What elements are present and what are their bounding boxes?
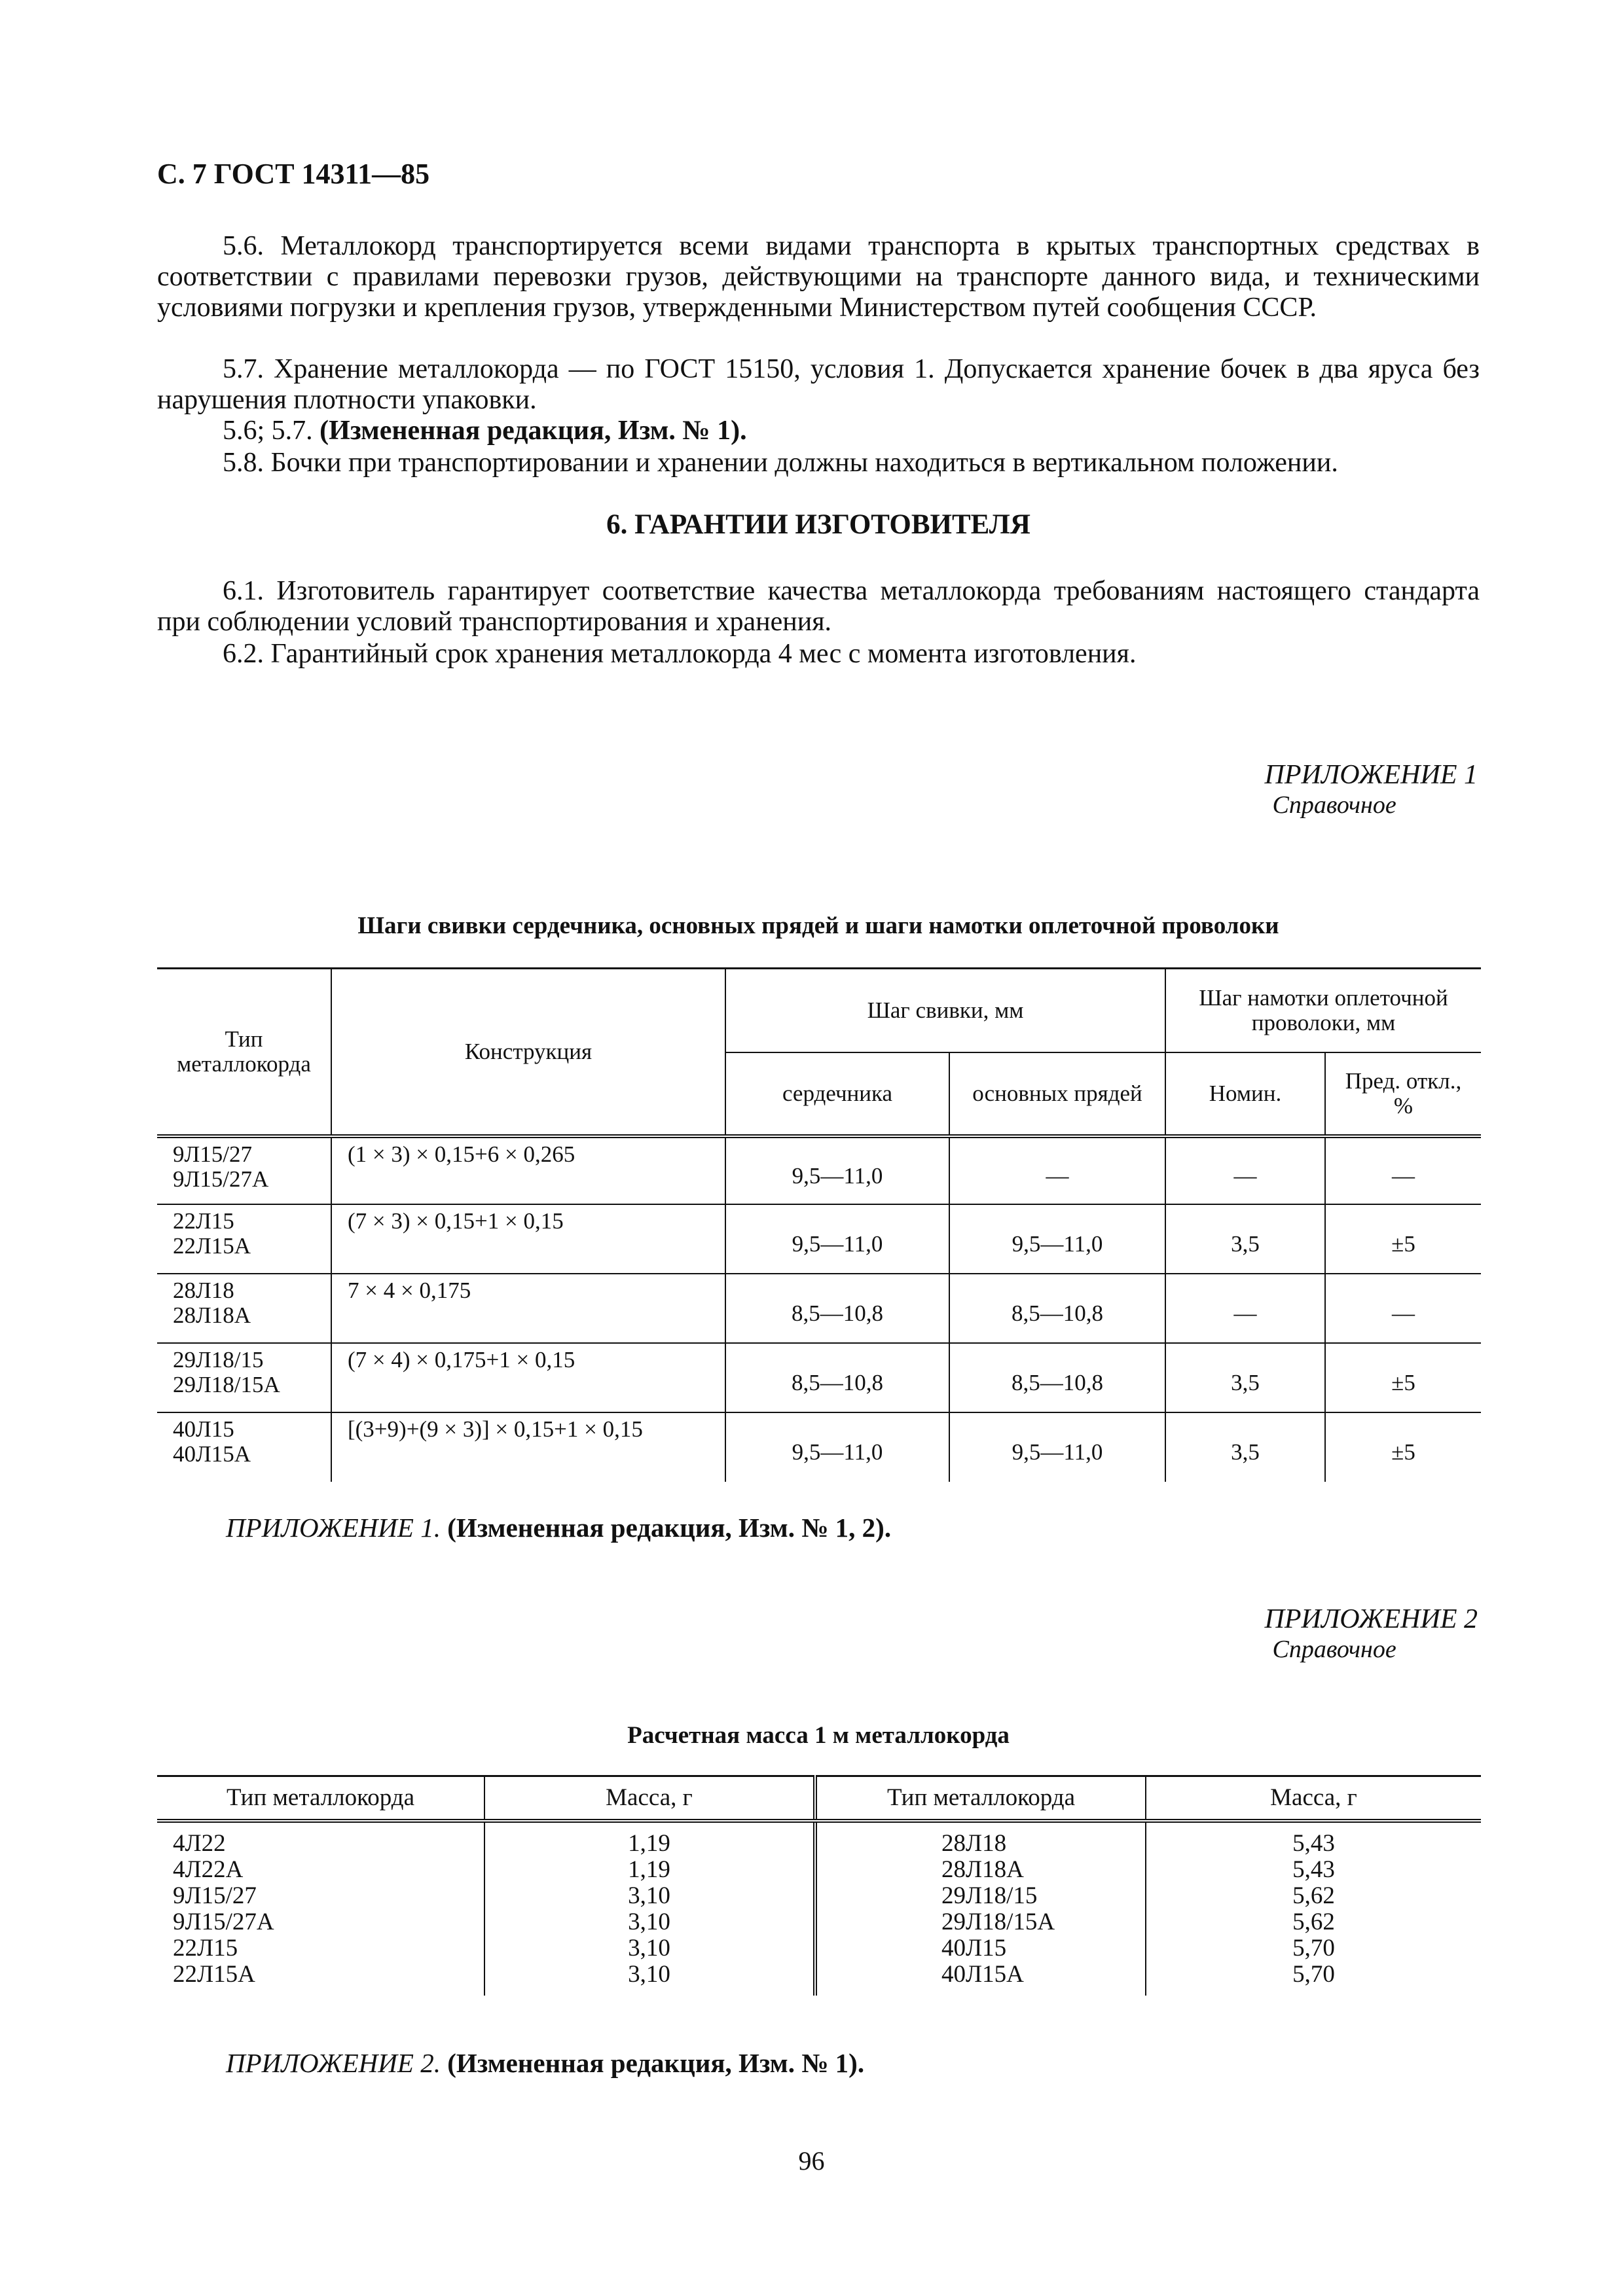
table-row <box>157 1343 1481 1412</box>
twist-step-table <box>157 967 1481 1482</box>
table-row <box>157 1136 1481 1204</box>
cell-tolerance: — <box>1325 1274 1481 1343</box>
appendix-1-amendment-note <box>226 1512 891 1543</box>
cell-strands: 8,5—10,8 <box>949 1343 1165 1412</box>
cell-core: 9,5—11,0 <box>725 1412 949 1482</box>
cell-core: 8,5—10,8 <box>725 1343 949 1412</box>
appendix-1-note-text: (Измененная редакция, Изм. № 1, 2). <box>447 1513 892 1543</box>
cell-strands: 9,5—11,0 <box>949 1412 1165 1482</box>
list-item: 5,43 <box>1292 1856 1335 1883</box>
cell-tolerance: — <box>1325 1136 1481 1204</box>
page-number: 96 <box>798 2146 825 2176</box>
cell-nominal: 3,5 <box>1165 1343 1325 1412</box>
list-item: 9Л15/27А <box>173 1909 274 1935</box>
list-item: 5,43 <box>1292 1830 1335 1857</box>
masses-left <box>484 1821 815 1996</box>
paragraph-5-6-5-7-amendment <box>157 416 1480 446</box>
cell-type: 40Л15 40Л15А <box>157 1412 331 1482</box>
page-header: С. 7 ГОСТ 14311—85 <box>157 158 430 190</box>
cell-tolerance: ±5 <box>1325 1343 1481 1412</box>
cell-strands: — <box>949 1136 1165 1204</box>
amendment-prefix: 5.6; 5.7. <box>223 416 320 446</box>
types-left <box>157 1821 484 1996</box>
appendix-2-note-ref: ПРИЛОЖЕНИЕ 2. <box>226 2048 441 2078</box>
table-row <box>157 1821 1481 1996</box>
cell-strands: 8,5—10,8 <box>949 1274 1165 1343</box>
cell-construction: (7 × 3) × 0,15+1 × 0,15 <box>331 1204 725 1274</box>
header-mass-left: Масса, г <box>484 1776 815 1821</box>
header-nominal: Номин. <box>1165 1052 1325 1136</box>
section-6-title: 6. ГАРАНТИИ ИЗГОТОВИТЕЛЯ <box>606 509 1030 540</box>
list-item: 3,10 <box>628 1935 670 1962</box>
header-mass-right: Масса, г <box>1146 1776 1481 1821</box>
list-item: 5,62 <box>1292 1882 1335 1909</box>
cell-core: 8,5—10,8 <box>725 1274 949 1343</box>
cell-nominal: — <box>1165 1274 1325 1343</box>
cell-type: 28Л18 28Л18А <box>157 1274 331 1343</box>
cell-type: 9Л15/27 9Л15/27А <box>157 1136 331 1204</box>
header-twist-step: Шаг свивки, мм <box>725 969 1165 1052</box>
table-2-title: Расчетная масса 1 м металлокорда <box>627 1722 1010 1749</box>
cell-type: 29Л18/15 29Л18/15А <box>157 1343 331 1412</box>
appendix-1-sublabel: Справочное <box>1272 791 1396 819</box>
appendix-2-sublabel: Справочное <box>1272 1636 1396 1663</box>
list-item: 22Л15А <box>173 1961 255 1988</box>
cell-strands: 9,5—11,0 <box>949 1204 1165 1274</box>
list-item: 40Л15А <box>941 1961 1024 1988</box>
header-main-strands: основных прядей <box>949 1052 1165 1136</box>
cell-nominal: 3,5 <box>1165 1204 1325 1274</box>
table-row <box>157 1204 1481 1274</box>
paragraph-5-7: 5.7. Хранение металлокорда — по ГОСТ 15150, условия 1. Допускается хранение бочек в два яруса без нарушения плотности упаковки. <box>157 354 1480 415</box>
list-item: 5,70 <box>1292 1961 1335 1988</box>
paragraph-5-6: 5.6. Металлокорд транспортируется всеми видами транспорта в крытых транспортных средствах в соответствии с правилами перевозки грузов, действующими на транспорте данного вида, и техническими условиями погрузки и крепления грузов, утвержденными Министерством путей сообщения СССР. <box>157 231 1480 323</box>
mass-table <box>157 1775 1481 1996</box>
list-item: 3,10 <box>628 1909 670 1935</box>
cell-construction: [(3+9)+(9 × 3)] × 0,15+1 × 0,15 <box>331 1412 725 1482</box>
header-type-left: Тип металлокорда <box>157 1776 484 1821</box>
list-item: 28Л18А <box>941 1856 1024 1883</box>
header-type-right: Тип металлокорда <box>815 1776 1146 1821</box>
list-item: 28Л18 <box>941 1830 1007 1857</box>
appendix-1-note-ref: ПРИЛОЖЕНИЕ 1. <box>226 1513 441 1543</box>
appendix-2-label <box>1265 1604 1478 1664</box>
table-row <box>157 1274 1481 1343</box>
list-item: 29Л18/15А <box>941 1909 1055 1935</box>
list-item: 29Л18/15 <box>941 1882 1038 1909</box>
table-row <box>157 1412 1481 1482</box>
list-item: 5,70 <box>1292 1935 1335 1962</box>
amendment-note: (Измененная редакция, Изм. № 1). <box>319 416 747 446</box>
cell-tolerance: ±5 <box>1325 1412 1481 1482</box>
paragraph-5-8: 5.8. Бочки при транспортировании и хранении должны находиться в вертикальном положении. <box>223 448 1338 478</box>
cell-nominal: — <box>1165 1136 1325 1204</box>
header-tolerance: Пред. откл., % <box>1325 1052 1481 1136</box>
list-item: 1,19 <box>628 1830 670 1857</box>
appendix-2-title: ПРИЛОЖЕНИЕ 2 <box>1264 1604 1478 1634</box>
list-item: 40Л15 <box>941 1935 1007 1962</box>
table-1-title: Шаги свивки сердечника, основных прядей и шаги намотки оплеточной проволоки <box>357 912 1279 939</box>
paragraph-6-2: 6.2. Гарантийный срок хранения металлокорда 4 мес с момента изготовления. <box>223 639 1137 669</box>
cell-construction: (1 × 3) × 0,15+6 × 0,265 <box>331 1136 725 1204</box>
cell-core: 9,5—11,0 <box>725 1136 949 1204</box>
cell-construction: 7 × 4 × 0,175 <box>331 1274 725 1343</box>
cell-construction: (7 × 4) × 0,175+1 × 0,15 <box>331 1343 725 1412</box>
cell-nominal: 3,5 <box>1165 1412 1325 1482</box>
cell-type: 22Л15 22Л15А <box>157 1204 331 1274</box>
list-item: 1,19 <box>628 1856 670 1883</box>
paragraph-6-1: 6.1. Изготовитель гарантирует соответствие качества металлокорда требованиям настоящего стандарта при соблюдении условий транспортирования и хранения. <box>157 576 1480 637</box>
list-item: 4Л22А <box>173 1856 244 1883</box>
list-item: 22Л15 <box>173 1935 238 1962</box>
list-item: 4Л22 <box>173 1830 226 1857</box>
list-item: 5,62 <box>1292 1909 1335 1935</box>
types-right <box>815 1821 1146 1996</box>
header-wrap-step: Шаг намотки оплеточной проволоки, мм <box>1165 969 1481 1052</box>
appendix-1-label <box>1265 759 1478 819</box>
list-item: 3,10 <box>628 1961 670 1988</box>
header-type: Тип металлокорда <box>157 969 331 1136</box>
masses-right <box>1146 1821 1481 1996</box>
list-item: 9Л15/27 <box>173 1882 257 1909</box>
header-construction: Конструкция <box>331 969 725 1136</box>
header-core: сердечника <box>725 1052 949 1136</box>
appendix-2-note-text: (Измененная редакция, Изм. № 1). <box>447 2048 865 2078</box>
list-item: 3,10 <box>628 1882 670 1909</box>
appendix-2-amendment-note <box>226 2047 864 2079</box>
cell-tolerance: ±5 <box>1325 1204 1481 1274</box>
appendix-1-title: ПРИЛОЖЕНИЕ 1 <box>1264 760 1478 790</box>
cell-core: 9,5—11,0 <box>725 1204 949 1274</box>
